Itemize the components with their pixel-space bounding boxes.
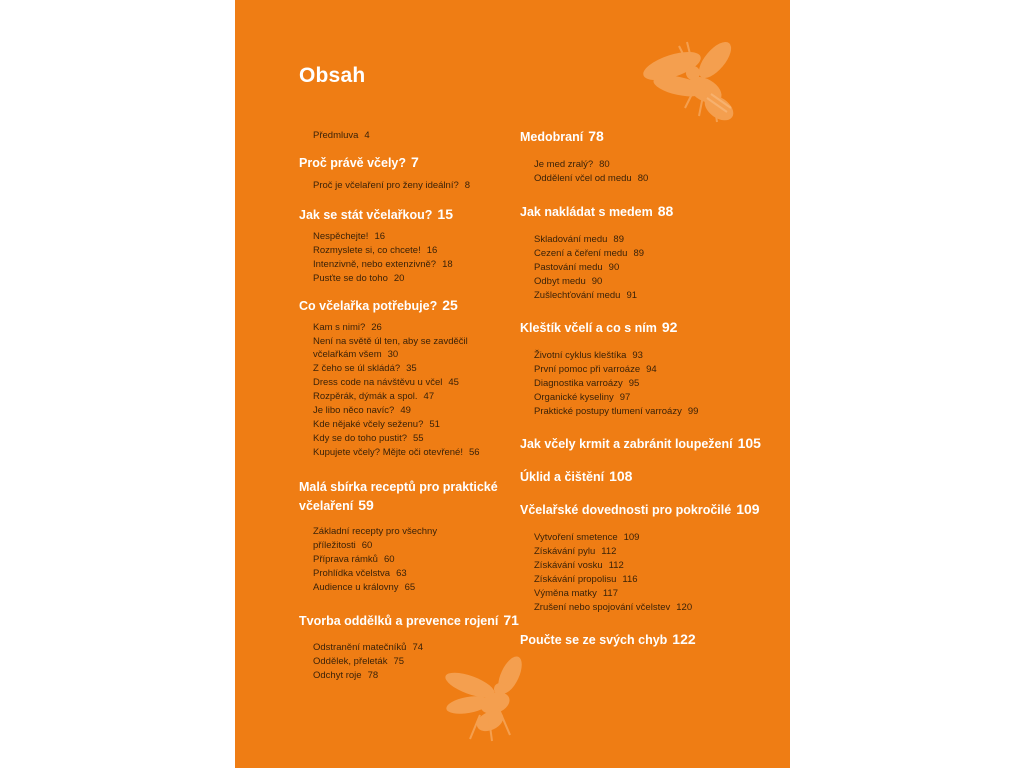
toc-entry[interactable] bbox=[313, 554, 395, 566]
entry-label: příležitosti bbox=[313, 540, 356, 551]
entry-page: 74 bbox=[412, 642, 424, 653]
section-heading[interactable] bbox=[520, 129, 604, 144]
entry-page: 109 bbox=[623, 532, 640, 543]
toc-entry[interactable] bbox=[313, 245, 437, 257]
toc-entry[interactable] bbox=[313, 231, 385, 243]
toc-entry[interactable] bbox=[534, 574, 638, 586]
entry-label: Získávání propolisu bbox=[534, 574, 617, 585]
entry-page: 60 bbox=[383, 554, 395, 565]
entry-label: Rozpěrák, dýmák a spol. bbox=[313, 391, 418, 402]
section-title: Kleštík včelí a co s ním bbox=[520, 321, 657, 335]
toc-entry[interactable] bbox=[313, 670, 378, 682]
entry-page: 94 bbox=[646, 364, 657, 375]
toc-entry[interactable] bbox=[534, 234, 624, 246]
toc-entry[interactable] bbox=[534, 588, 618, 600]
section-page: 7 bbox=[411, 154, 419, 170]
toc-entry[interactable] bbox=[313, 405, 411, 417]
entry-page: 112 bbox=[608, 560, 624, 571]
section-heading[interactable] bbox=[299, 298, 458, 313]
entry-page: 45 bbox=[448, 377, 459, 388]
entry-page: 112 bbox=[601, 546, 617, 557]
section-heading[interactable] bbox=[520, 436, 761, 451]
toc-entry[interactable] bbox=[313, 336, 474, 348]
entry-page: 4 bbox=[364, 130, 370, 141]
section-heading[interactable] bbox=[299, 207, 453, 222]
book-page bbox=[235, 0, 790, 768]
entry-page: 91 bbox=[626, 290, 638, 301]
section-title: Jak nakládat s medem bbox=[520, 205, 653, 219]
entry-label: Výměna matky bbox=[534, 588, 597, 599]
entry-label: Dress code na návštěvu u včel bbox=[313, 377, 443, 388]
toc-entry[interactable] bbox=[534, 364, 657, 376]
entry-label: Pastování medu bbox=[534, 262, 603, 273]
entry-label: Vytvoření smetence bbox=[534, 532, 618, 543]
entry-page: 95 bbox=[628, 378, 640, 389]
entry-page: 8 bbox=[464, 180, 471, 191]
entry-page: 117 bbox=[602, 588, 618, 599]
toc-entry[interactable] bbox=[313, 377, 459, 389]
entry-label: Získávání pylu bbox=[534, 546, 596, 557]
entry-page: 89 bbox=[613, 234, 624, 245]
entry-page: 116 bbox=[622, 574, 638, 585]
section-title: Poučte se ze svých chyb bbox=[520, 633, 668, 647]
section-heading[interactable] bbox=[299, 478, 498, 515]
entry-page: 26 bbox=[371, 322, 382, 333]
toc-entry[interactable] bbox=[534, 532, 639, 544]
entry-label: Kdy se do toho pustit? bbox=[313, 433, 408, 444]
section-title: Malá sbírka receptů pro praktické bbox=[299, 480, 498, 494]
entry-page: 63 bbox=[396, 568, 407, 579]
entry-label: Z čeho se úl skládá? bbox=[313, 363, 401, 374]
toc-entry[interactable] bbox=[313, 391, 434, 403]
section-page: 15 bbox=[437, 206, 453, 222]
toc-entry[interactable] bbox=[313, 642, 423, 654]
entry-label: Prohlídka včelstva bbox=[313, 568, 391, 579]
section-title-line2: včelaření bbox=[299, 499, 354, 513]
section-heading[interactable] bbox=[520, 469, 632, 484]
entry-label: Diagnostika varroázy bbox=[534, 378, 623, 389]
entry-label: První pomoc při varroáze bbox=[534, 364, 641, 375]
entry-label: Audience u královny bbox=[313, 582, 399, 593]
section-heading[interactable] bbox=[520, 320, 677, 335]
toc-entry[interactable] bbox=[534, 262, 619, 274]
entry-page: 80 bbox=[637, 173, 649, 184]
bee-icon bbox=[627, 38, 757, 128]
entry-page: 20 bbox=[393, 273, 405, 284]
entry-label: Získávání vosku bbox=[534, 560, 603, 571]
page-title: Obsah bbox=[299, 64, 366, 87]
entry-label: Kupujete včely? Mějte oči otevřené! bbox=[313, 447, 463, 458]
entry-page: 18 bbox=[442, 259, 453, 270]
section-page: 59 bbox=[358, 497, 374, 513]
entry-label: Intenzivně, nebo extenzivně? bbox=[313, 259, 437, 270]
entry-label: Základní recepty pro všechny bbox=[313, 526, 438, 537]
toc-entry[interactable] bbox=[313, 447, 480, 459]
entry-page: 49 bbox=[400, 405, 411, 416]
section-title: Včelařské dovednosti pro pokročilé bbox=[520, 503, 732, 517]
section-page: 109 bbox=[736, 501, 760, 517]
toc-entry[interactable] bbox=[534, 290, 637, 302]
entry-page: 30 bbox=[387, 349, 399, 360]
toc-entry[interactable] bbox=[313, 363, 417, 375]
entry-label: Je libo něco navíc? bbox=[313, 405, 395, 416]
toc-entry[interactable] bbox=[313, 568, 407, 580]
section-page: 92 bbox=[661, 319, 678, 335]
toc-entry[interactable] bbox=[313, 526, 443, 538]
toc-entry[interactable] bbox=[534, 406, 698, 418]
entry-page: 97 bbox=[619, 392, 631, 403]
entry-label: Odstranění matečníků bbox=[313, 642, 407, 653]
entry-page: 90 bbox=[608, 262, 620, 273]
entry-label: Praktické postupy tlumení varroázy bbox=[534, 406, 682, 417]
entry-label: Nespěchejte! bbox=[313, 231, 369, 242]
entry-label: Odbyt medu bbox=[534, 276, 586, 287]
toc-entry[interactable] bbox=[534, 159, 610, 171]
entry-page: 56 bbox=[468, 447, 480, 458]
section-heading[interactable] bbox=[520, 632, 696, 647]
entry-page: 80 bbox=[599, 159, 610, 170]
entry-label: Oddělení včel od medu bbox=[534, 173, 632, 184]
section-title: Jak se stát včelařkou? bbox=[299, 208, 433, 222]
section-heading[interactable] bbox=[299, 613, 519, 628]
entry-label: Oddělek, přeleták bbox=[313, 656, 388, 667]
section-title: Co včelařka potřebuje? bbox=[299, 299, 438, 313]
entry-page: 16 bbox=[426, 245, 438, 256]
bee-icon bbox=[440, 655, 540, 745]
toc-entry[interactable] bbox=[313, 433, 424, 445]
toc-entry[interactable] bbox=[313, 540, 372, 552]
entry-label: Předmluva bbox=[313, 130, 359, 141]
entry-page: 51 bbox=[429, 419, 440, 430]
entry-label: Zrušení nebo spojování včelstev bbox=[534, 602, 671, 613]
entry-label: Rozmyslete si, co chcete! bbox=[313, 245, 421, 256]
toc-entry[interactable] bbox=[313, 130, 370, 142]
toc-entry[interactable] bbox=[313, 656, 404, 668]
toc-entry[interactable] bbox=[313, 259, 453, 271]
entry-label: Kam s nimi? bbox=[313, 322, 366, 333]
entry-label: Je med zralý? bbox=[534, 159, 594, 170]
toc-entry[interactable] bbox=[313, 582, 415, 594]
toc-entry[interactable] bbox=[313, 322, 382, 334]
section-heading[interactable] bbox=[299, 155, 419, 170]
toc-entry[interactable] bbox=[534, 560, 624, 572]
section-title: Proč právě včely? bbox=[299, 156, 407, 170]
toc-entry[interactable] bbox=[534, 602, 692, 614]
entry-label: Proč je včelaření pro ženy ideální? bbox=[313, 180, 459, 191]
entry-label: Odchyt roje bbox=[313, 670, 362, 681]
toc-entry[interactable] bbox=[534, 248, 644, 260]
entry-label: Není na světě úl ten, aby se zavděčil bbox=[313, 336, 468, 347]
toc-entry[interactable] bbox=[534, 173, 648, 185]
toc-entry[interactable] bbox=[313, 180, 470, 192]
entry-label: Zušlechťování medu bbox=[534, 290, 621, 301]
entry-page: 120 bbox=[676, 602, 693, 613]
entry-page: 75 bbox=[393, 656, 405, 667]
entry-page: 60 bbox=[361, 540, 373, 551]
section-page: 122 bbox=[672, 631, 696, 647]
entry-page: 65 bbox=[404, 582, 416, 593]
section-page: 78 bbox=[588, 128, 604, 144]
section-page: 105 bbox=[737, 435, 761, 451]
section-page: 88 bbox=[657, 203, 674, 219]
entry-label: Pusťte se do toho bbox=[313, 273, 388, 284]
entry-label: Kde nějaké včely seženu? bbox=[313, 419, 424, 430]
section-title: Tvorba oddělků a prevence rojení bbox=[299, 614, 499, 628]
section-title: Úklid a čištění bbox=[520, 470, 605, 484]
toc-entry[interactable] bbox=[534, 546, 616, 558]
entry-page: 16 bbox=[374, 231, 386, 242]
toc-entry[interactable] bbox=[534, 276, 602, 288]
section-title: Jak včely krmit a zabránit loupežení bbox=[520, 437, 733, 451]
entry-label: Životní cyklus kleštíka bbox=[534, 350, 627, 361]
entry-page: 93 bbox=[632, 350, 643, 361]
entry-page: 89 bbox=[633, 248, 645, 259]
entry-label: Skladování medu bbox=[534, 234, 608, 245]
toc-entry[interactable] bbox=[534, 392, 630, 404]
toc-entry[interactable] bbox=[534, 350, 643, 362]
toc-entry[interactable] bbox=[313, 273, 404, 285]
section-title: Medobraní bbox=[520, 130, 584, 144]
section-heading[interactable] bbox=[520, 204, 673, 219]
entry-label: Organické kyseliny bbox=[534, 392, 614, 403]
entry-label: Příprava rámků bbox=[313, 554, 378, 565]
entry-page: 35 bbox=[406, 363, 417, 374]
entry-page: 78 bbox=[367, 670, 379, 681]
toc-entry[interactable] bbox=[534, 378, 639, 390]
toc-entry[interactable] bbox=[313, 349, 398, 361]
section-heading[interactable] bbox=[520, 502, 760, 517]
section-page: 25 bbox=[442, 297, 458, 313]
entry-page: 47 bbox=[423, 391, 435, 402]
entry-label: včelařkám všem bbox=[313, 349, 382, 360]
entry-page: 55 bbox=[413, 433, 424, 444]
entry-label: Cezení a čeření medu bbox=[534, 248, 628, 259]
toc-entry[interactable] bbox=[313, 419, 440, 431]
entry-page: 99 bbox=[687, 406, 699, 417]
section-page: 71 bbox=[503, 612, 519, 628]
entry-page: 90 bbox=[591, 276, 603, 287]
section-page: 108 bbox=[609, 468, 633, 484]
